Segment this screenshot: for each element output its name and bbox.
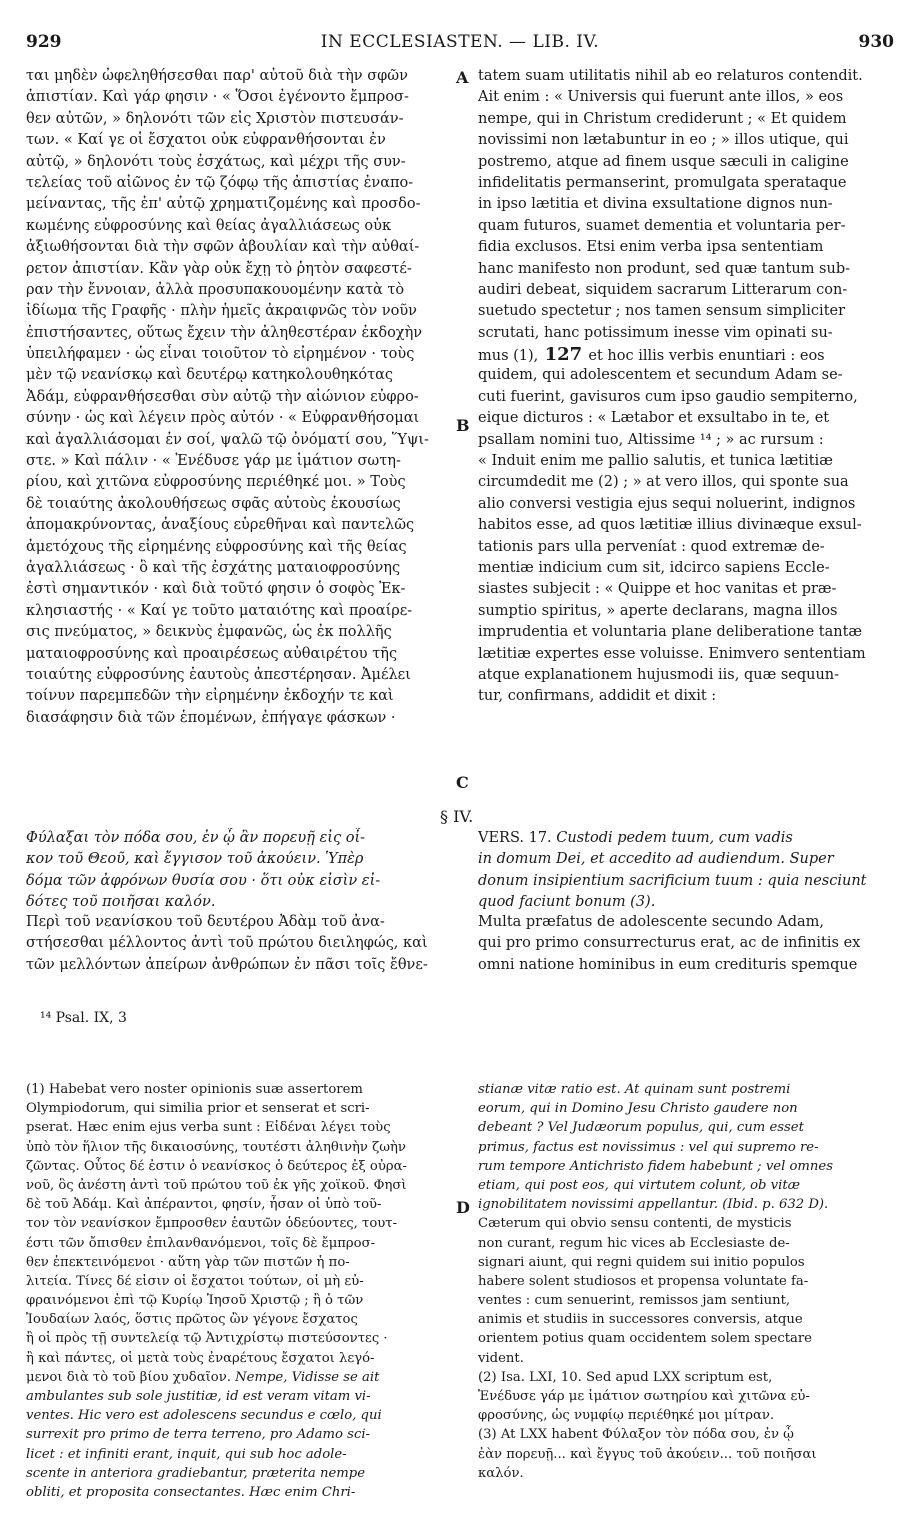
footnote-line: ignobilitatem novissimi appellantur. (Ibid. p. 632 D). — [478, 1197, 829, 1213]
footnote-line: καλόν. — [478, 1465, 524, 1481]
text-line: ἀμετόχους τῆς εἰρημένης εὐφροσύνης καὶ τῆς θείας — [26, 538, 407, 555]
text-line — [478, 259, 894, 280]
text-line — [478, 344, 894, 365]
footnote-line: licet : et infiniti erant, inquit, qui sub hoc adole- — [26, 1446, 347, 1462]
verse-line — [478, 828, 894, 849]
footnote-line: primus, factus est novissimus : vel qui supremo re- — [478, 1139, 819, 1155]
text-fragment: psallam nomini tuo, Altissime ¹⁴ ; » ac rursum : — [478, 431, 824, 448]
footnote-line: vident. — [478, 1350, 524, 1366]
footnote-line — [26, 1234, 454, 1253]
text-line: ἀγαλλιάσεως · ὃ καὶ τῆς ἐσχάτης ματαιοφροσύνης — [26, 559, 401, 576]
text-fragment: donum insipientium sacrificium tuum : quia nesciunt — [478, 872, 867, 889]
text-fragment: fidia exclusos. Etsi enim verba ipsa sententiam — [478, 239, 824, 256]
text-line: των. « Καί γε οἱ ἔσχατοι οὐκ εὐφρανθήσονται ἐν — [26, 132, 386, 149]
footnote-line: etiam, qui post eos, qui virtutem colunt, ob vitæ — [478, 1177, 801, 1193]
text-fragment: νοῦ, ὃς ἀνέστη ἀντὶ τοῦ πρώτου τοῦ ἐκ γῆς χοϊκοῦ. Φησὶ — [26, 1177, 407, 1193]
text-line: ρίου, καὶ χιτῶνα εὐφροσύνης περιέθηκέ μοι. » Τοὺς — [26, 474, 406, 491]
text-fragment: suetudo spectetur ; nos tamen sensum simpliciter — [478, 303, 846, 320]
footnote-line: habere solent studiosos et propensa voluntate fa- — [478, 1273, 809, 1289]
text-line: ἐστὶ σημαντικόν · καὶ διὰ τοῦτό φησιν ὁ σοφὸς Ἐκ- — [26, 581, 406, 598]
text-line: ἀξιωθήσονται διὰ τὴν σφῶν ἀβουλίαν καὶ τὴν αὐθαί- — [26, 239, 420, 256]
page-number-right: 930 — [858, 32, 894, 52]
text-fragment: eique dicturos : « Lætabor et exsultabo in te, et — [478, 410, 830, 427]
footnote-line: (3) At LXX habent Φύλαξον τὸν πόδα σου, ἐν ᾧ — [478, 1427, 794, 1443]
footnote-line: φροσύνης, ὡς νυμφίῳ περιέθηκέ μοι μίτραν. — [478, 1408, 775, 1424]
margin-mark-c: C — [456, 773, 469, 792]
footnote-line — [26, 1080, 454, 1099]
footnote-line: eorum, qui in Domino Jesu Christo gaudere non — [478, 1101, 798, 1117]
text-fragment: ὑπὸ τὸν ἥλιον τῆς δικαιοσύνης, τουτέστι ἀληθινὴν ζωὴν — [26, 1139, 406, 1155]
text-line — [478, 301, 894, 322]
text-line: Multa præfatus de adolescente secundo Adam, — [478, 914, 825, 930]
running-title: IN ECCLESIASTEN. — LIB. IV. — [320, 32, 600, 52]
text-fragment: sumptio spiritus, » aperte declarans, magna illos — [478, 602, 838, 619]
text-fragment: φραινόμενοι ἐπὶ τῷ Κυρίῳ Ἰησοῦ Χριστῷ ; ἢ ὁ τῶν — [26, 1293, 364, 1309]
footnote-line: ventes. Hic vero est adolescens secundus e cœlo, qui — [26, 1408, 382, 1424]
page-header — [26, 32, 894, 58]
text-line: κωμένης εὐφροσύνης καὶ θείας ἀγαλλιάσεως οὐκ — [26, 217, 392, 234]
text-fragment: nempe, qui in Christum crediderunt ; « Et quidem — [478, 110, 847, 127]
verse-line: κον τοῦ Θεοῦ, καὶ ἔγγισον τοῦ ἀκούειν. Ὑπὲρ — [26, 851, 364, 868]
footnote-line — [26, 1291, 454, 1310]
footnote-line: stianæ vitæ ratio est. At quinam sunt postremi — [478, 1082, 791, 1097]
footnote-line — [26, 1253, 454, 1272]
margin-mark-d: D — [456, 1198, 470, 1217]
text-fragment: λιτεία. Τίνες δέ εἰσιν οἱ ἔσχατοι τούτων, οἱ μὴ εὐ- — [26, 1273, 364, 1289]
text-line — [478, 152, 894, 173]
text-fragment: μενοι διὰ τὸ τοῦ βίου χυδαῖον. — [26, 1369, 231, 1385]
greek-commentary-continued — [26, 912, 454, 976]
footnote-line — [26, 1272, 454, 1291]
text-fragment: quod faciunt bonum (3). — [478, 894, 656, 911]
text-line — [478, 408, 894, 429]
column-number: 127 — [538, 344, 589, 366]
footnote-left-column — [26, 1080, 454, 1502]
footnote-line — [26, 1099, 454, 1118]
footnote-line — [26, 1176, 454, 1195]
text-fragment: imprudentia et voluntaria plane deliberatione tantæ — [478, 624, 863, 641]
footnote-line — [26, 1157, 454, 1176]
text-line — [478, 280, 894, 301]
footnote-line — [26, 1195, 454, 1214]
footnote-line — [26, 1118, 454, 1137]
text-fragment: siastes subjecit : « Quippe et hoc vanitas et præ- — [478, 581, 837, 598]
text-fragment: Nempe, Vidisse se ait — [230, 1369, 380, 1385]
text-line — [478, 365, 894, 386]
footnote-line: surrexit pro primo de terra terreno, pro Adamo sci- — [26, 1427, 371, 1443]
text-line: μείναντας, τῆς ἐπ' αὐτῷ χρηματιζομένης καὶ προσδο- — [26, 196, 421, 213]
latin-commentary-column — [478, 66, 894, 708]
text-line — [478, 601, 894, 622]
footnote-line: (2) Isa. LXI, 10. Sed apud LXX scriptum est, — [478, 1369, 773, 1385]
text-fragment: ἢ καὶ πάντες, οἱ μετὰ τοὺς ἐναρέτους ἔσχατοι λεγό- — [26, 1350, 375, 1366]
footnote-line: signari aiunt, qui regni quidem sui initio populos — [478, 1254, 805, 1270]
text-fragment: δὲ τοῦ Ἀδάμ. Καὶ ἀπέραντοι, φησίν, ἦσαν οἱ ὑπὸ τοῦ- — [26, 1197, 382, 1213]
text-line: τελείας τοῦ αἰῶνος ἐν τῷ ζόφῳ τῆς ἀπιστίας ἐναπο- — [26, 174, 414, 191]
text-fragment: tationis pars ulla perveníat : quod extremæ de- — [478, 538, 825, 555]
text-line: ἀπιστίαν. Καὶ γάρ φησιν · « Ὅσοι ἐγένοντο ἔμπροσ- — [26, 89, 409, 106]
text-line: ραν τὴν ἔννοιαν, ἀλλὰ προσυπακουομένην κατὰ τὸ — [26, 281, 405, 298]
text-line — [478, 494, 894, 515]
text-line: ἰδίωμα τῆς Γραφῆς · πλὴν ἡμεῖς ἀκραιφνῶς τὸν νοῦν — [26, 303, 417, 320]
text-fragment: scrutati, hanc potissimum inesse vim opinati su- — [478, 324, 833, 341]
text-line: τῶν μελλόντων ἀπείρων ἀνθρώπων ἐν πᾶσι τοῖς ἔθνε- — [26, 956, 428, 973]
text-fragment: et hoc illis verbis enuntiari : eos — [588, 348, 825, 365]
text-line — [478, 472, 894, 493]
text-fragment: audiri debeat, siquidem sacrarum Litterarum con- — [478, 281, 848, 298]
text-line: ται μηδὲν ὠφεληθήσεσθαι παρ' αὐτοῦ διὰ τὴν σφῶν — [26, 68, 408, 84]
text-fragment: quidem, qui adolescentem et secundum Adam se- — [478, 367, 843, 384]
text-fragment: pserat. Hæc enim ejus verba sunt : Εἰδέναι λέγει τοὺς — [26, 1120, 391, 1136]
text-line — [478, 558, 894, 579]
section-heading: § IV. — [440, 807, 474, 826]
page-number-left: 929 — [26, 32, 62, 52]
text-fragment: Olympiodorum, qui similia prior et senserat et scri- — [26, 1101, 370, 1117]
verse-line: δόμα τῶν ἀφρόνων θυσία σου · ὅτι οὐκ εἰσὶν εἰ- — [26, 872, 381, 889]
text-fragment: tur, confirmans, addidit et dixit : — [478, 688, 717, 705]
footnote-line — [26, 1138, 454, 1157]
text-fragment: cuti fuerint, gavisuros cum ipso gaudio sempiterno, — [478, 388, 858, 405]
footnote-line: orientem potius quam occidentem solem spectare — [478, 1331, 812, 1347]
text-fragment: ζῶντας. Οὗτος δέ ἐστιν ὁ νεανίσκος ὁ δεύτερος ἐξ οὐρα- — [26, 1158, 408, 1174]
text-line: στήσεσθαι μέλλοντος ἀντὶ τοῦ πρώτου διειληφώς, καὶ — [26, 935, 428, 952]
greek-verse — [26, 828, 454, 914]
text-line — [478, 194, 894, 215]
margin-mark-a: A — [456, 68, 469, 87]
text-line: διασάφησιν διὰ τῶν ἑπομένων, ἐπήγαγε φάσκων · — [26, 709, 396, 726]
text-line — [478, 579, 894, 600]
text-line: δὲ τοιαύτης ἀκολουθήσεως σφᾶς αὐτοὺς ἑκουσίως — [26, 495, 401, 512]
footnote-right-column — [478, 1080, 894, 1483]
footnote-line: debeant ? Vel Judæorum populus, qui, cum esset — [478, 1120, 804, 1136]
text-fragment: tatem suam utilitatis nihil ab eo relaturos contendit. — [478, 68, 863, 84]
footnote-line: obliti, et proposita consectantes. Hæc enim Chri- — [26, 1484, 356, 1500]
footnote-line — [26, 1349, 454, 1368]
text-fragment: lætitiæ expertes esse voluisse. Enimvero sententiam — [478, 645, 866, 662]
text-line — [478, 430, 894, 451]
text-line — [478, 622, 894, 643]
verse-line — [478, 849, 894, 870]
text-fragment: Custodi pedem tuum, cum vadis — [556, 830, 793, 846]
footnote-line: ventes : cum senuerint, remissos jam sentiunt, — [478, 1293, 791, 1309]
text-fragment: atque explanationem hujusmodi iis, quæ sequun- — [478, 666, 840, 683]
text-fragment: ἢ οἱ πρὸς τῇ συντελείᾳ τῷ Ἀντιχρίστῳ πιστεύσοντες · — [26, 1331, 388, 1347]
text-line: τοίνυν παρεμπεδῶν τὴν εἰρημένην ἐκδοχήν τε καὶ — [26, 688, 394, 705]
verse-line: δότες τοῦ ποιῆσαι καλόν. — [26, 894, 216, 911]
text-fragment: Ait enim : « Universis qui fuerunt ante illos, » eos — [478, 89, 844, 106]
text-line — [478, 66, 894, 87]
margin-mark-b: B — [456, 416, 470, 435]
footnote-line: non curant, regum hic vices ab Ecclesiaste de- — [478, 1235, 790, 1251]
text-fragment: hanc manifesto non produnt, sed quæ tantum sub- — [478, 260, 851, 277]
footnote-line — [26, 1310, 454, 1329]
text-line — [478, 686, 894, 707]
text-fragment: in ipso lætitia et divina exsultatione dignos nun- — [478, 196, 833, 213]
footnote-line: ἐὰν πορευῇ... καὶ ἔγγυς τοῦ ἀκούειν... τοῦ ποιῆσαι — [478, 1446, 817, 1462]
text-line — [478, 665, 894, 686]
latin-commentary-continued — [478, 912, 894, 976]
text-line: αὐτῷ, » δηλονότι τοὺς ἐσχάτως, καὶ μέχρι τῆς συν- — [26, 153, 406, 170]
footnote-line: ambulantes sub sole justitiæ, id est veram vitam vi- — [26, 1389, 371, 1404]
text-line — [478, 216, 894, 237]
greek-commentary-column — [26, 66, 454, 729]
verse-label: VERS. 17. — [478, 830, 557, 846]
text-line: στε. » Καὶ πάλιν · « Ἐνέδυσε γάρ με ἱμάτιον σωτη- — [26, 453, 401, 470]
text-fragment: Ἰουδαίων λαός, ὅστις πρῶτος ὢν γέγονε ἔσχατος — [26, 1312, 358, 1328]
text-fragment: alio conversi vestigia ejus sequi noluerint, indignos — [478, 495, 856, 512]
text-line: σύνην · ὡς καὶ λέγειν πρὸς αὐτόν · « Εὐφρανθήσομαι — [26, 410, 420, 427]
text-line — [478, 323, 894, 344]
text-line: Περὶ τοῦ νεανίσκου τοῦ δευτέρου Ἀδὰμ τοῦ ἀνα- — [26, 914, 385, 930]
text-line: ὑπειλήφαμεν · ὡς εἶναι τοιοῦτον τὸ εἰρημένον · τοὺς — [26, 346, 415, 363]
text-line — [478, 515, 894, 536]
text-line: ἐπιστήσαντες, οὕτως ἔχειν τὴν ἀληθεστέραν ἐκδοχὴν — [26, 324, 423, 341]
text-fragment: θεν ἐπεκτεινόμενοι · αὕτη γὰρ τῶν πιστῶν ἡ πο- — [26, 1254, 350, 1270]
text-line: ἀπομακρύνοντας, ἀναξίους εὑρεθῆναι καὶ παντελῶς — [26, 517, 415, 534]
text-fragment: circumdedit me (2) ; » at vero illos, qui sponte sua — [478, 474, 849, 491]
text-line — [478, 87, 894, 108]
text-line: κλησιαστής · « Καί γε τοῦτο ματαιότης καὶ προαίρε- — [26, 602, 413, 619]
latin-verse — [478, 828, 894, 914]
text-fragment: mus (1), — [478, 348, 539, 365]
text-fragment: postremo, atque ad finem usque sæculi in caligine — [478, 153, 849, 170]
text-line — [478, 237, 894, 258]
text-fragment: τον τὸν νεανίσκον ἔμπροσθεν ἑαυτῶν ὁδεύοντες, τουτ- — [26, 1216, 398, 1232]
footnote-reference: ¹⁴ Psal. IX, 3 — [40, 1010, 127, 1026]
text-fragment: mentiæ indicium cum sit, idcirco sapiens Eccle- — [478, 559, 830, 576]
verse-line — [478, 871, 894, 892]
text-line: Ἀδάμ, εὐφρανθήσεσθαι σὺν αὐτῷ τὴν αἰώνιον εὐφρο- — [26, 388, 419, 405]
text-line: qui pro primo consurrecturus erat, ac de infinitis ex — [478, 935, 861, 952]
text-fragment: in domum Dei, et accedito ad audiendum. Super — [478, 851, 834, 868]
text-line: μὲν τῷ νεανίσκῳ καὶ δευτέρῳ κατηκολουθηκότας — [26, 367, 394, 384]
footnote-line — [26, 1329, 454, 1348]
text-line — [478, 387, 894, 408]
text-line: σις πνεύματος, » δεικνὺς ἐμφανῶς, ὡς ἐκ πολλῆς — [26, 624, 392, 641]
text-fragment: quam futuros, suamet dementia et voluntaria per- — [478, 217, 846, 234]
text-line: ματαιοφροσύνης καὶ προαιρέσεως αὐθαιρέτου τῆς — [26, 645, 398, 662]
text-line — [478, 451, 894, 472]
text-line: θεν αὐτῶν, » δηλονότι τῶν εἰς Χριστὸν πιστευσάν- — [26, 110, 404, 127]
text-line — [478, 173, 894, 194]
text-line — [478, 537, 894, 558]
text-fragment: έστι τῶν ὄπισθεν ἐπιλανθανόμενοι, τοῖς δὲ ἔμπροσ- — [26, 1235, 376, 1251]
text-fragment: habitos esse, ad quos lætitiæ illius divinæque exsul- — [478, 517, 862, 534]
text-line — [478, 644, 894, 665]
footnote-line: Cæterum qui obvio sensu contenti, de mysticis — [478, 1216, 792, 1232]
text-fragment: « Induit enim me pallio salutis, et tunica lætitiæ — [478, 453, 833, 470]
text-fragment: infidelitatis permanserint, promulgata sperataque — [478, 174, 847, 191]
text-line: καὶ ἀγαλλιάσομαι ἐν σοί, ψαλῶ τῷ ὀνόματί σου, Ὕψι- — [26, 431, 429, 448]
text-line: τοιαύτης εὐφροσύνης ἑαυτοὺς ἀπεστέρησαν. Ἀμέλει — [26, 666, 411, 683]
footnote-line: scente in anteriora gradiebantur, præterita nempe — [26, 1465, 365, 1481]
text-line — [478, 130, 894, 151]
verse-line — [478, 892, 894, 913]
text-line — [478, 109, 894, 130]
footnote-line: Ἐνέδυσε γάρ με ἱμάτιον σωτηρίου καὶ χιτῶνα εὐ- — [478, 1389, 810, 1404]
footnote-line: rum tempore Antichristo fidem habebunt ; vel omnes — [478, 1158, 833, 1174]
text-fragment: (1) Habebat vero noster opinionis suæ assertorem — [26, 1082, 363, 1097]
text-line: ρετον ἀπιστίαν. Κἂν γὰρ οὐκ ἔχῃ τὸ ῥητὸν σαφεστέ- — [26, 260, 412, 277]
text-line: omni natione hominibus in eum credituris spemque — [478, 956, 858, 973]
footnote-line: animis et studiis in successores conversis, atque — [478, 1312, 803, 1328]
text-fragment: novissimi non lætabuntur in eo ; » illos utique, qui — [478, 132, 849, 149]
verse-line: Φύλαξαι τὸν πόδα σου, ἐν ᾧ ἂν πορευῇ εἰς οἶ- — [26, 830, 366, 846]
footnote-line — [26, 1368, 454, 1387]
footnote-line — [26, 1214, 454, 1233]
